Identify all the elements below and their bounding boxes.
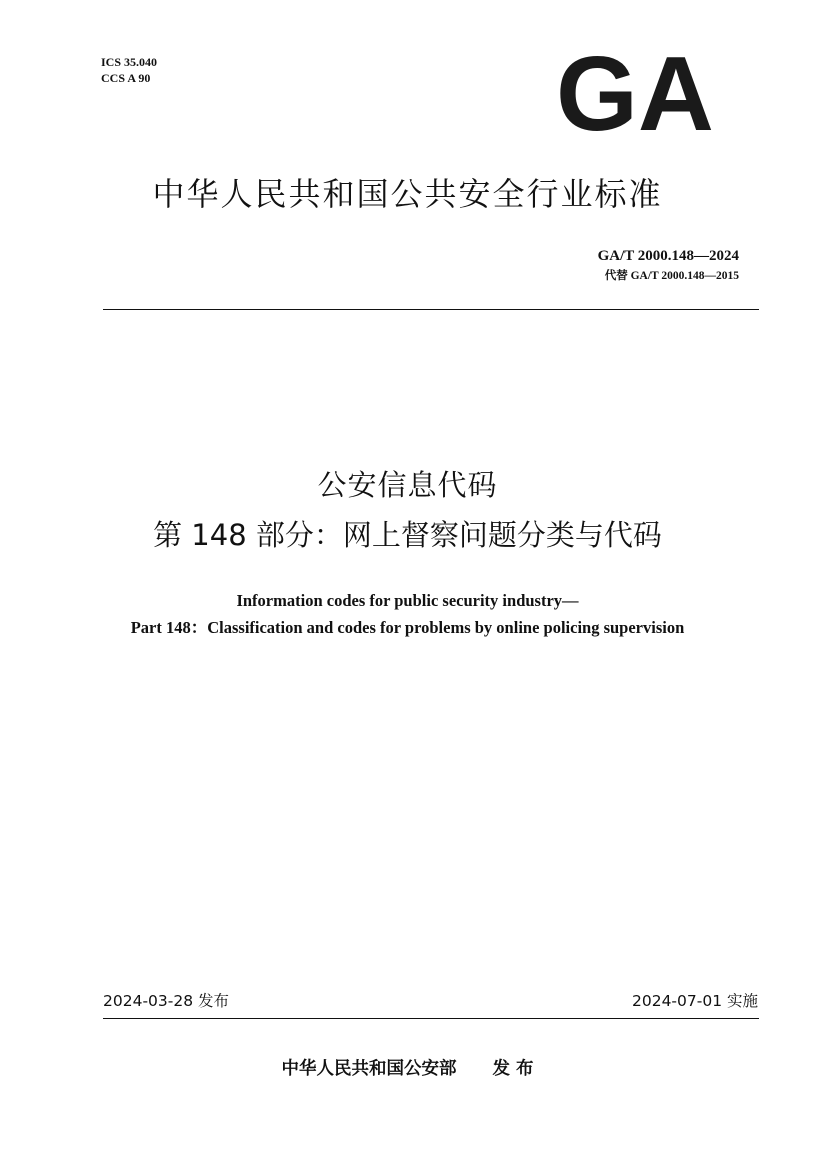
bottom-divider <box>103 1018 759 1019</box>
logo-text: GA <box>556 48 714 132</box>
ga-logo-graphic <box>555 48 715 132</box>
publisher-name: 中华人民共和国公安部 <box>281 1059 457 1079</box>
standard-code: GA/T 2000.148—2024 <box>597 248 739 264</box>
replaces-code: 代替 GA/T 2000.148—2015 <box>604 270 739 282</box>
ga-logo <box>555 48 715 132</box>
implementation-date: 2024-07-01 实施 <box>631 992 758 1010</box>
publisher-action: 发 布 <box>492 1059 534 1079</box>
title-cn-line2: 第 148 部分：网上督察问题分类与代码 <box>153 518 662 552</box>
standard-type: 中华人民共和国公共安全行业标准 <box>152 175 663 213</box>
title-en-line2: Part 148：Classification and codes for problems by online policing supervision <box>130 618 685 637</box>
classification-codes <box>101 54 157 86</box>
top-divider <box>103 309 759 310</box>
title-cn-line1: 公安信息代码 <box>317 468 498 502</box>
title-en-line1: Information codes for public security industry— <box>236 591 579 610</box>
publisher <box>0 1056 815 1082</box>
standard-code-block <box>598 245 739 285</box>
ccs-code: CCS A 90 <box>101 71 151 85</box>
ics-code: ICS 35.040 <box>101 55 158 69</box>
release-date: 2024-03-28 发布 <box>103 992 230 1010</box>
